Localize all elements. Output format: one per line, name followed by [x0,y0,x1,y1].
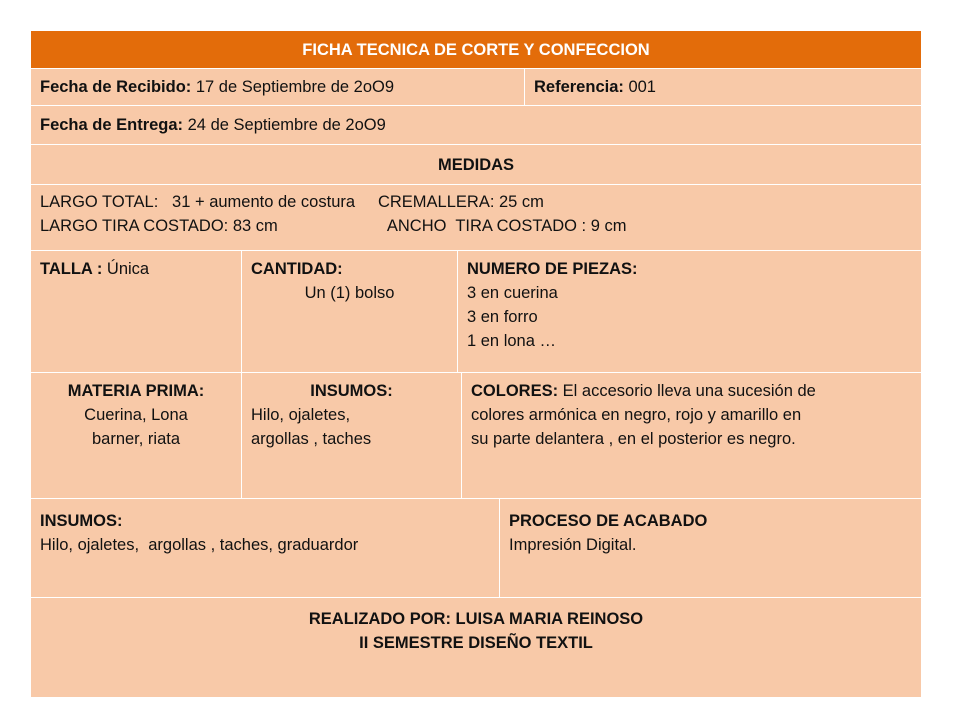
received-date-value: 17 de Septiembre de 2oO9 [191,78,395,96]
author-cell [31,598,921,697]
finishing-process-cell [500,499,921,597]
pieces-item: 3 en cuerina [467,284,558,302]
supplies-full-label: INSUMOS: [40,512,123,530]
supplies-line: Hilo, ojaletes, [251,406,351,424]
measurements-title: MEDIDAS [437,155,515,174]
raw-material-line: Cuerina, Lona [84,406,188,424]
size-quantity-row [31,250,921,372]
delivery-date-cell [31,106,921,144]
supplies-full-cell [31,499,499,597]
colors-cell [462,373,921,498]
pieces-label: NUMERO DE PIEZAS: [467,260,638,278]
semester-line: II SEMESTRE DISEÑO TEXTIL [359,634,593,652]
colors-text-line: El accesorio lleva una sucesión de [558,382,816,400]
sheet-title: FICHA TECNICA DE CORTE Y CONFECCION [302,40,650,59]
supplies-full-value: Hilo, ojaletes, argollas , taches, graduardor [40,536,359,554]
measurements-row [31,184,921,250]
quantity-label: CANTIDAD: [251,260,343,278]
reference-value: 001 [623,78,656,96]
raw-material-cell [31,373,241,498]
supplies-cell [242,373,461,498]
quantity-cell [242,251,457,372]
size-cell [31,251,241,372]
author-line: REALIZADO POR: LUISA MARIA REINOSO [308,610,644,628]
raw-material-label: MATERIA PRIMA: [67,382,205,400]
colors-label: COLORES: [471,382,559,400]
size-label: TALLA : [40,260,103,278]
received-date-label: Fecha de Recibido: [40,78,192,96]
technical-sheet-table [31,31,921,697]
supplies-line: argollas , taches [251,430,372,448]
colors-text-line: colores armónica en negro, rojo y amarillo en [471,406,802,424]
delivery-date-value: 24 de Septiembre de 2oO9 [183,116,386,134]
pieces-item: 3 en forro [467,308,538,326]
supplies-label: INSUMOS: [310,382,393,400]
received-date-cell [31,69,524,105]
delivery-date-label: Fecha de Entrega: [40,116,184,134]
quantity-value: Un (1) bolso [304,284,395,302]
delivery-row [31,105,921,144]
pieces-item: 1 en lona … [467,332,556,350]
finishing-process-value: Impresión Digital. [509,536,637,554]
materials-row [31,372,921,498]
pieces-cell [458,251,921,372]
colors-text-line: su parte delantera , en el posterior es negro. [471,430,796,448]
reference-cell [525,69,921,105]
author-row [31,597,921,697]
raw-material-line: barner, riata [91,430,181,448]
measurements-line-1: LARGO TOTAL: 31 + aumento de costura CREMALLERA: 25 cm [40,193,544,211]
reference-label: Referencia: [534,78,624,96]
supplies-finish-row [31,498,921,597]
measurements-line-2: LARGO TIRA COSTADO: 83 cm ANCHO TIRA COSTADO : 9 cm [40,217,627,235]
finishing-process-label: PROCESO DE ACABADO [509,512,708,530]
measurements-header-row [31,144,921,184]
size-value: Única [102,260,150,278]
measurements-cell [31,185,921,250]
title-row [31,31,921,68]
received-row [31,68,921,105]
